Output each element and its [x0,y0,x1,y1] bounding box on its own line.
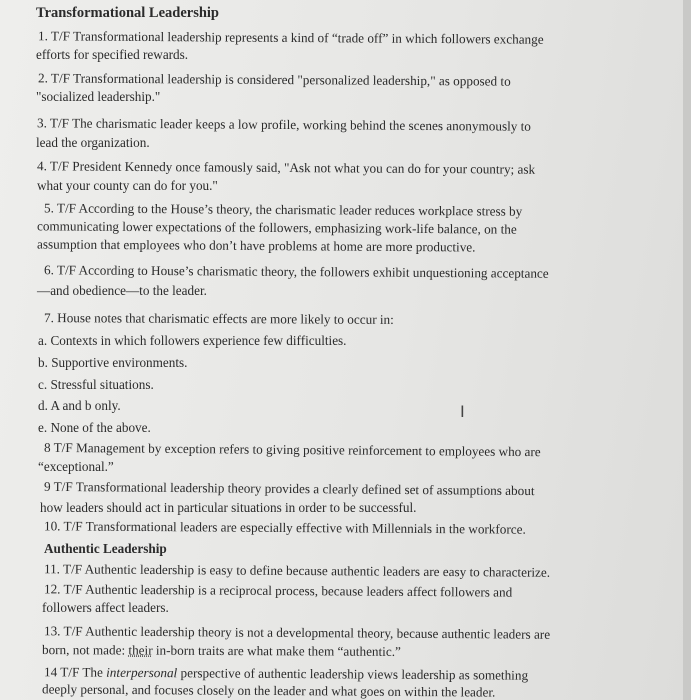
question-13-line-2-marked-word: their [128,642,153,658]
question-13-line-2-c: in-born traits are what make them “authentic.” [152,642,401,659]
question-7-option-e: e. None of the above. [38,420,151,435]
question-14-line-2: deeply personal, and focuses closely on the leader and what goes on within the leader. [41,681,496,700]
question-7-option-b: b. Supportive environments. [38,355,188,370]
question-2-line-1: 2. T/F Transformational leadership is considered "personalized leadership," as opposed to [37,70,511,89]
question-7-option-a: a. Contexts in which followers experience few difficulties. [38,333,347,348]
question-5-line-3: assumption that employees who don’t have problems at home are more productive. [36,236,476,255]
question-7-option-c: c. Stressful situations. [38,377,154,392]
question-1-line-1: 1. T/F Transformational leadership represents a kind of “trade off” in which followers exchange [37,28,544,47]
question-10: 10. T/F Transformational leaders are especially effective with Millennials in the workforce. [43,518,526,537]
question-14-line-1-a: 14 T/F The [43,664,107,680]
page-title: Transformational Leadership [36,5,219,21]
question-9-line-2: how leaders should act in particular situations in order to be successful. [40,500,417,515]
question-14-line-1-italic: interpersonal [106,664,178,681]
question-14-line-1 [44,664,528,682]
question-8-line-1: 8 T/F Management by exception refers to giving positive reinforcement to employees who are [43,439,541,460]
question-14-line-1-c: perspective of authentic leadership views leadership as something [177,665,529,683]
page-edge-shadow [683,0,691,700]
question-6-line-1: 6. T/F According to House’s charismatic theory, the followers exhibit unquestioning acceptance [43,262,549,281]
question-13-line-2-a: born, not made: [41,642,129,658]
question-11: 11. T/F Authentic leadership is easy to define because authentic leaders are easy to characterize. [43,561,551,580]
question-13-line-2 [42,642,401,659]
question-8-line-2: “exceptional.” [38,459,114,474]
question-7-option-d: d. A and b only. [38,398,121,413]
question-1-line-2: efforts for specified rewards. [36,47,189,62]
question-5-line-1: 5. T/F According to the House’s theory, the charismatic leader reduces workplace stress by [43,200,523,219]
section-heading-authentic: Authentic Leadership [44,541,167,556]
question-5-line-2: communicating lower expectations of the followers, emphasizing work-life balance, on the [36,218,517,237]
question-12-line-2: followers affect leaders. [42,600,169,615]
question-6-line-2: —and obedience—to the leader. [37,283,207,298]
question-3-line-1: 3. T/F The charismatic leader keeps a low profile, working behind the scenes anonymously to [36,115,531,134]
question-9-line-1: 9 T/F Transformational leadership theory provides a clearly defined set of assumptions about [43,478,535,499]
question-2-line-2: "socialized leadership." [36,89,161,104]
question-13-line-1: 13. T/F Authentic leadership theory is not a developmental theory, because authentic leaders are [43,623,551,642]
question-12-line-1: 12. T/F Authentic leadership is a reciprocal process, because leaders affect followers and [43,581,513,600]
question-4-line-1: 4. T/F President Kennedy once famously said, "Ask not what you can do for your country; ask [36,158,536,177]
question-4-line-2: what your county can do for you." [37,178,218,193]
text-cursor-icon: I [460,402,465,421]
question-7-stem: 7. House notes that charismatic effects are more likely to occur in: [43,310,394,327]
question-3-line-2: lead the organization. [36,135,150,150]
